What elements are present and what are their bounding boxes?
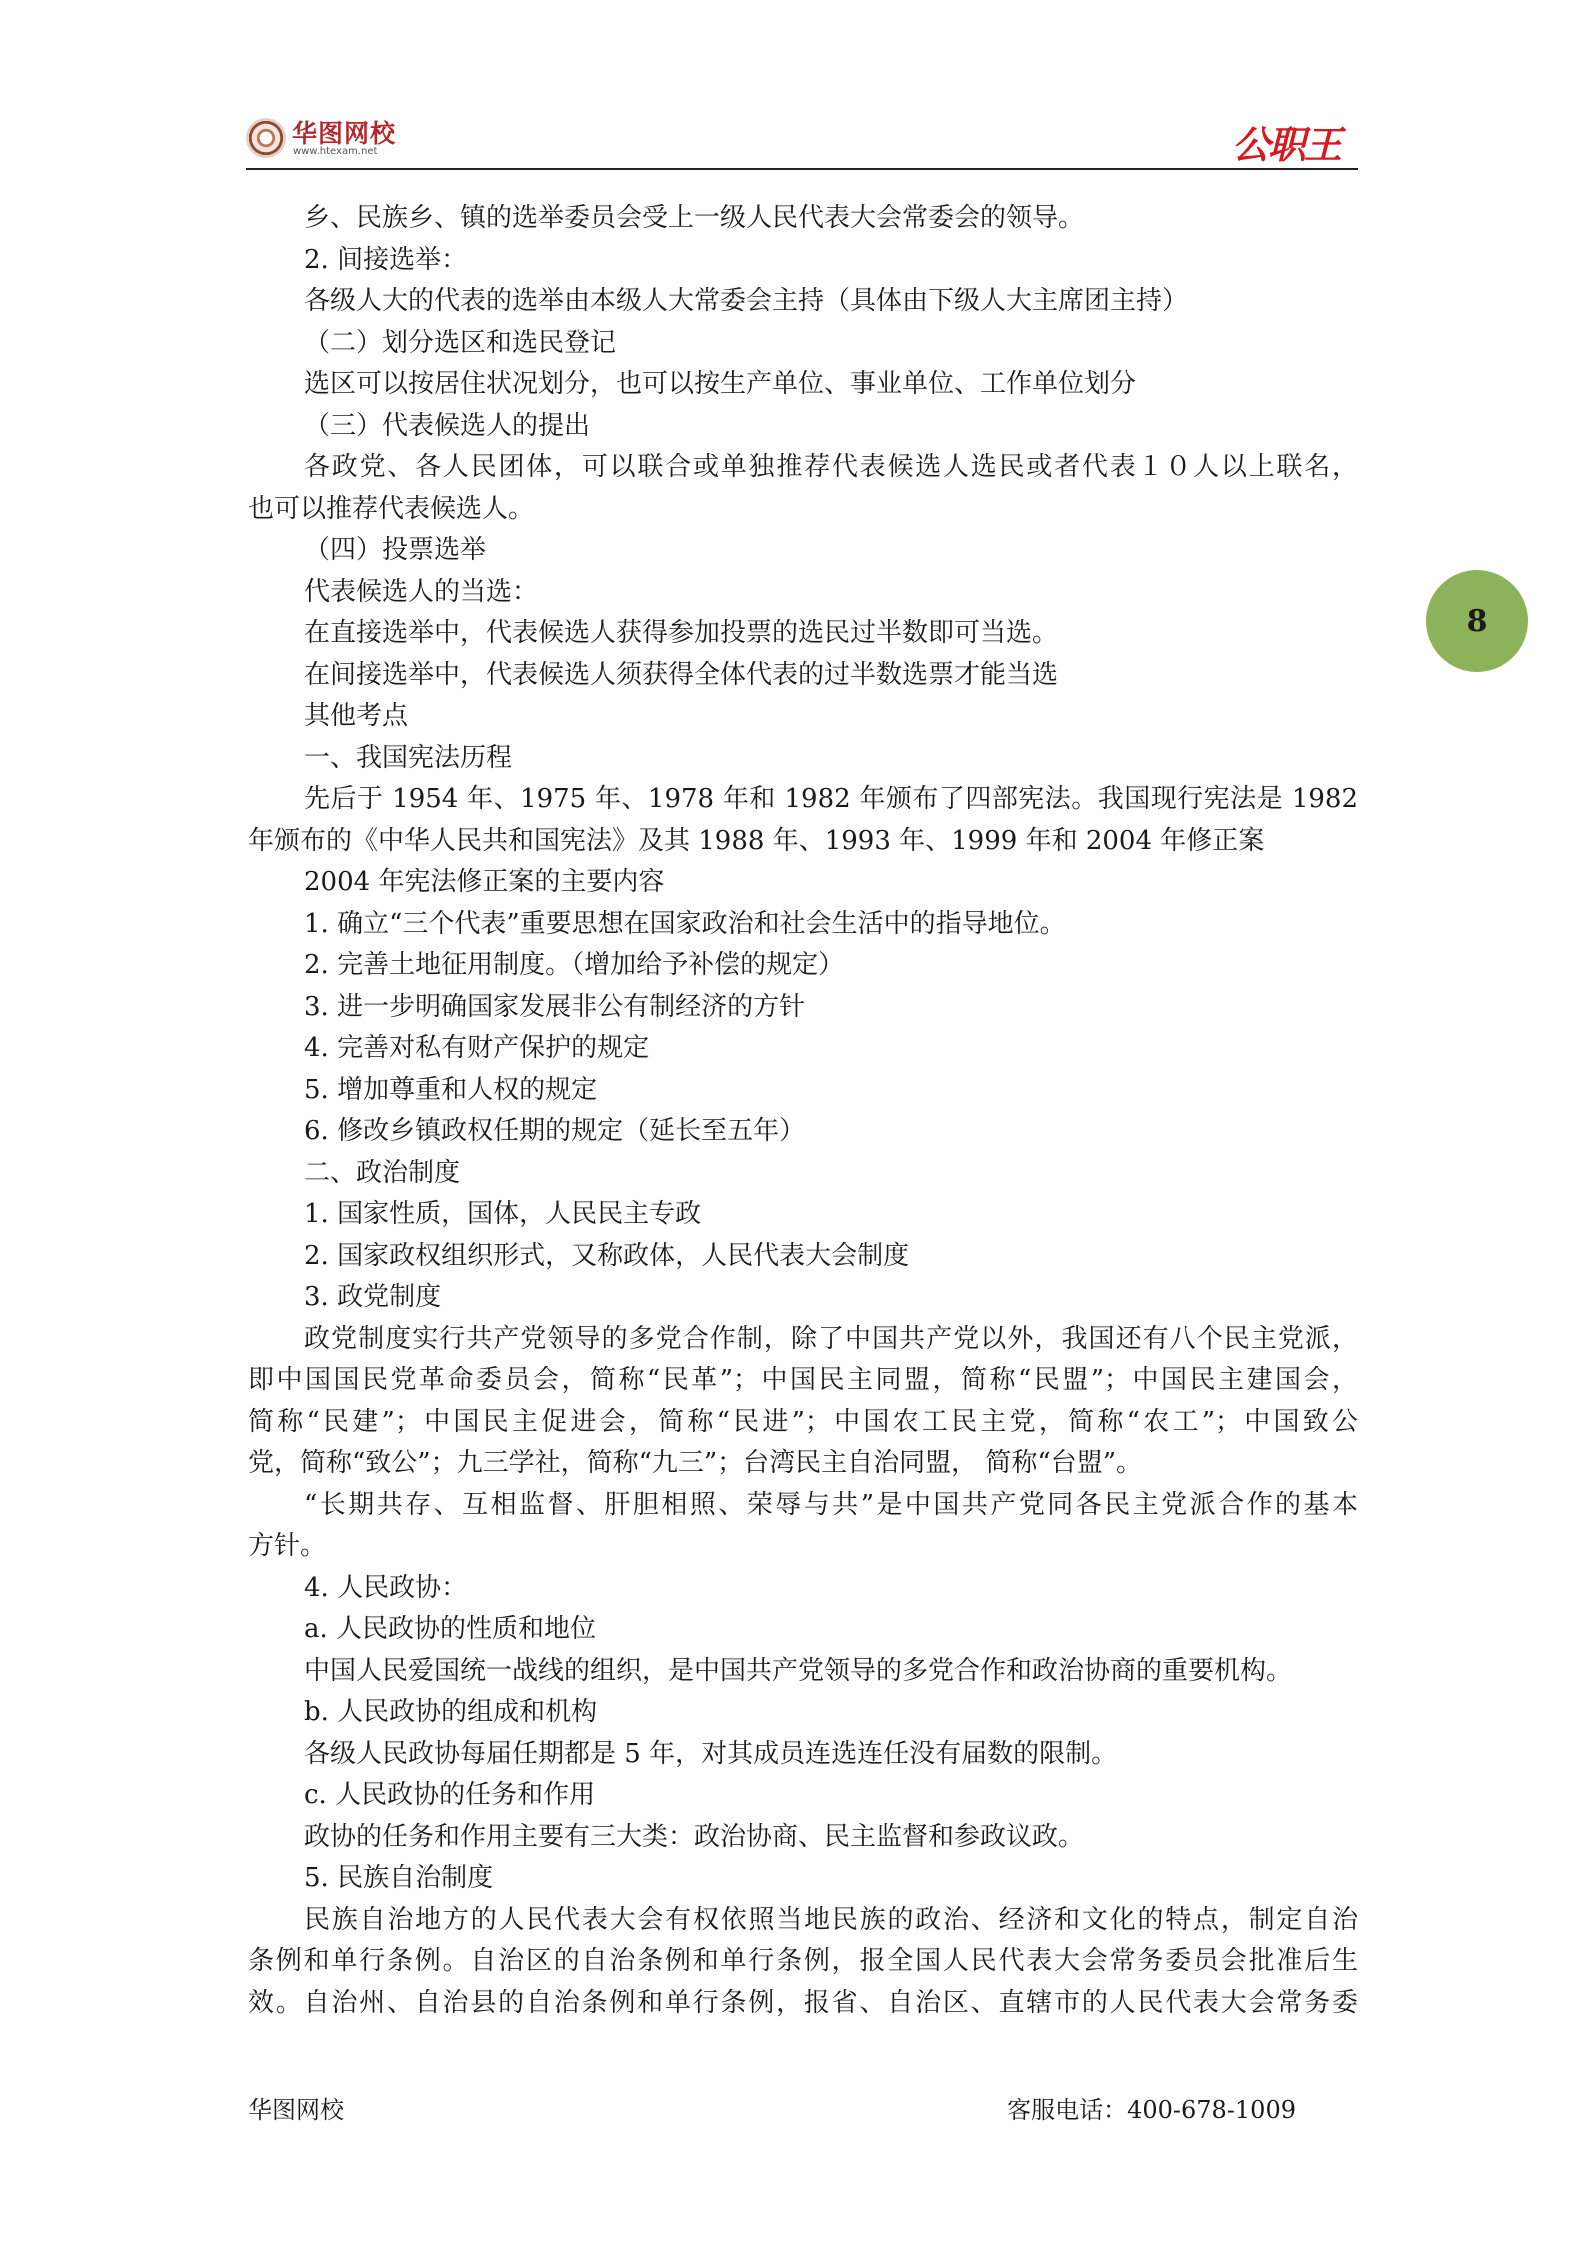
text-line: 条例和单行条例。自治区的自治条例和单行条例，报全国人民代表大会常务委员会批准后生 (248, 1946, 1358, 1976)
text-line: 3. 政党制度 (304, 1282, 442, 1312)
gongzhiwang-logo[interactable]: 公职王 (1231, 123, 1340, 167)
text-line: b. 人民政协的组成和机构 (304, 1697, 598, 1727)
text-line: 2. 完善土地征用制度。（增加给予补偿的规定） (304, 950, 845, 980)
text-line: 各级人民政协每届任期都是 5 年，对其成员连选连任没有届数的限制。 (304, 1738, 1118, 1769)
text-line: 各政党、各人民团体，可以联合或单独推荐代表候选人选民或者代表１０人以上联名， (304, 452, 1358, 482)
text-line: 6. 修改乡镇政权任期的规定（延长至五年） (304, 1116, 806, 1146)
text-line: 5. 民族自治制度 (304, 1863, 494, 1893)
emblem-icon (246, 118, 286, 158)
text-line: 也可以推荐代表候选人。 (248, 493, 535, 524)
page-number-badge: 8 (1426, 570, 1528, 672)
footer-school-name: 华图网校 (248, 2096, 344, 2124)
text-line: 4. 完善对私有财产保护的规定 (304, 1033, 650, 1063)
footer-hotline: 客服电话：400-678-1009 (1007, 2096, 1296, 2124)
text-line: 先后于 1954 年、1975 年、1978 年和 1982 年颁布了四部宪法。我国现行宪法是 1982 (304, 784, 1358, 814)
text-line: 在间接选举中，代表候选人须获得全体代表的过半数选票才能当选 (304, 659, 1059, 690)
text-line: 政党制度实行共产党领导的多党合作制，除了中国共产党以外，我国还有八个民主党派， (304, 1323, 1358, 1354)
text-line: 简称“民建”；中国民主促进会，简称“民进”；中国农工民主党，简称“农工”；中国致公 (248, 1406, 1358, 1437)
text-line: （三）代表候选人的提出 (304, 410, 591, 441)
text-line: 1. 国家性质，国体，人民民主专政 (304, 1199, 702, 1229)
document-body (248, 198, 1358, 2024)
text-line: 党，简称“致公”；九三学社，简称“九三”；台湾民主自治同盟， 简称“台盟”。 (248, 1448, 1143, 1478)
text-line: （四）投票选举 (304, 535, 487, 565)
text-line: a. 人民政协的性质和地位 (304, 1614, 597, 1644)
text-line: 中国人民爱国统一战线的组织，是中国共产党领导的多党合作和政治协商的重要机构。 (304, 1655, 1293, 1686)
text-line: 3. 进一步明确国家发展非公有制经济的方针 (304, 991, 806, 1022)
text-line: 年颁布的《中华人民共和国宪法》及其 1988 年、1993 年、1999 年和 2004 年修正案 (248, 825, 1265, 856)
logo-title: 华图网校 (292, 119, 397, 148)
text-line: 代表候选人的当选： (304, 576, 539, 607)
text-line: 各级人大的代表的选举由本级人大常委会主持（具体由下级人大主席团主持） (304, 286, 1189, 316)
text-line: 效。自治州、自治县的自治条例和单行条例，报省、自治区、直辖市的人民代表大会常务委 (248, 1987, 1358, 2018)
text-line: 4. 人民政协： (304, 1572, 468, 1603)
logo-url: www.htexam.net (293, 146, 378, 157)
text-line: 二、政治制度 (304, 1157, 461, 1188)
text-line: 2. 国家政权组织形式，又称政体，人民代表大会制度 (304, 1240, 910, 1271)
text-line: 民族自治地方的人民代表大会有权依照当地民族的政治、经济和文化的特点，制定自治 (304, 1904, 1358, 1935)
text-line: 一、我国宪法历程 (304, 742, 513, 773)
text-line: 选区可以按居住状况划分，也可以按生产单位、事业单位、工作单位划分 (304, 369, 1137, 399)
text-line: 政协的任务和作用主要有三大类：政治协商、民主监督和参政议政。 (304, 1821, 1085, 1852)
text-line: c. 人民政协的任务和作用 (304, 1780, 596, 1810)
text-line: 2004 年宪法修正案的主要内容 (304, 867, 665, 897)
text-line: “长期共存、互相监督、肝胆相照、荣辱与共”是中国共产党同各民主党派合作的基本 (304, 1489, 1358, 1520)
text-line: 其他考点 (304, 701, 409, 731)
text-line: （二）划分选区和选民登记 (304, 327, 617, 358)
text-line: 即中国国民党革命委员会，简称“民革”；中国民主同盟，简称“民盟”；中国民主建国会， (248, 1365, 1358, 1395)
text-line: 乡、民族乡、镇的选举委员会受上一级人民代表大会常委会的领导。 (304, 203, 1085, 233)
text-line: 在直接选举中，代表候选人获得参加投票的选民过半数即可当选。 (304, 618, 1059, 648)
page-header (246, 108, 1358, 168)
htexam-logo[interactable] (246, 112, 436, 160)
text-line: 5. 增加尊重和人权的规定 (304, 1074, 598, 1105)
text-line: 方针。 (248, 1531, 327, 1561)
text-line: 1. 确立“三个代表”重要思想在国家政治和社会生活中的指导地位。 (304, 908, 1066, 939)
text-line: 2. 间接选举： (304, 244, 468, 275)
header-divider (246, 168, 1358, 170)
